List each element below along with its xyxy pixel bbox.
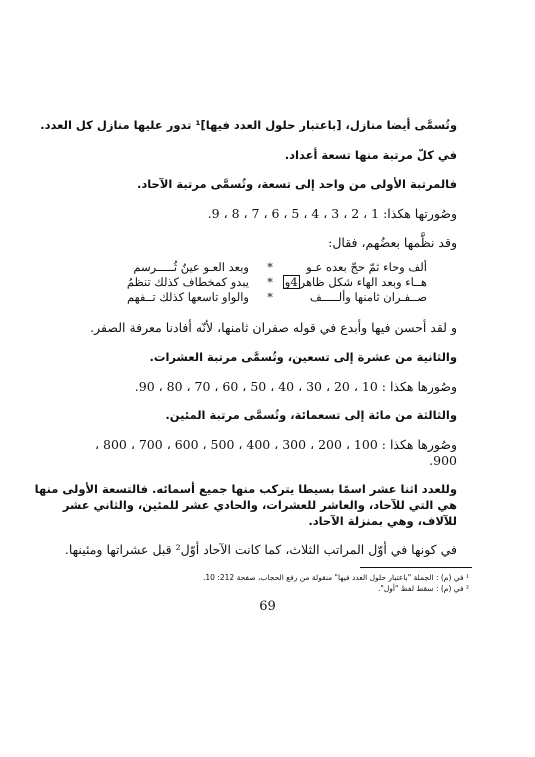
poem-hemistich-right	[284, 275, 427, 289]
footnote-separator	[360, 567, 472, 568]
poem-separator: *	[267, 290, 273, 304]
footnote-1: ¹ في (م) : الجملة "باعتبار حلول العدد فيها" منقولة من رفع الحجاب، صفحة 212: 10.	[203, 573, 469, 582]
paragraph-6: و لقد أحسن فيها وأبدع في قوله صفران ثامنها، لأنّه أفادنا معرفة الصفر.	[90, 320, 457, 335]
paragraph-5: وقد نظَّمها بعضُهم، فقال:	[328, 235, 457, 250]
paragraph-8: وصُورها هكذا : 10 ، 20 ، 30 ، 40 ، 50 ، 60 ، 70 ، 80 ، 90.	[134, 379, 457, 394]
paragraph-1: وتُسمَّى أيضا منازل، [باعتبار حلول العدد فيها]¹ تدور عليها منازل كل العدد.	[40, 118, 457, 132]
footnote-2: ² في (م) : سقط لفظ "أول".	[377, 584, 469, 593]
paragraph-7: والثانية من عشرة إلى تسعين، وتُسمَّى مرتبة العشرات.	[149, 350, 457, 364]
poem-verse-2	[112, 275, 427, 290]
paragraph-11-line-1: وللعدد اثنا عشر اسمًا بسيطا يتركب منها جميع أسمائه. فالتسعة الأولى منها	[34, 482, 457, 496]
paragraph-12: في كونها في أوّل المراتب الثلاث، كما كانت الآحاد أوّل² قبل عشراتها ومئينها.	[64, 542, 457, 557]
paragraph-4: وصُورتها هكذا: 1 ، 2 ، 3 ، 4 ، 5 ، 6 ، 7 ، 8 ، 9.	[207, 206, 457, 221]
paragraph-9: والثالثة من مائة إلى تسعمائة، وتُسمَّى مرتبة المئين.	[165, 408, 457, 422]
poem-verse-3	[112, 290, 427, 305]
poem-hemistich-left: وبعد العـو عينٌ ثُـــــرسم	[133, 260, 249, 274]
poem-separator: *	[267, 275, 273, 289]
poem-separator: *	[267, 260, 273, 274]
page-number: 69	[259, 599, 276, 614]
paragraph-10-line-2: 900.	[429, 453, 457, 468]
poem-hemistich-right-text: هــاء وبعد الهاء شكل ظاهر	[299, 275, 427, 289]
paragraph-2: في كلّ مرتبة منها تسعة أعداد.	[284, 148, 457, 162]
paragraph-10-line-1: وصُورها هكذا : 100 ، 200 ، 300 ، 400 ، 500 ، 600 ، 700 ، 800 ،	[95, 437, 457, 452]
boxed-glyph: 4و	[284, 275, 298, 289]
poem	[112, 260, 427, 305]
paragraph-3: فالمرتبة الأولى من واحد إلى تسعة، وتُسمَّى مرتبة الآحاد.	[136, 177, 457, 191]
poem-verse-1	[112, 260, 427, 275]
poem-hemistich-left: يبدو كمخطاف كذلك تنظمُ	[126, 275, 249, 289]
paragraph-11-line-2: هي التي للآحاد، والعاشر للعشرات، والحادي عشر للمئين، والثاني عشر	[62, 498, 457, 512]
poem-hemistich-right: صــفـران ثامنها وألـــــف	[309, 290, 427, 304]
poem-hemistich-right: ألف وحاء ثمّ حجّ بعده عـو	[306, 260, 427, 274]
poem-hemistich-left: والواو تاسعها كذلك تــفهم	[126, 290, 249, 304]
paragraph-11-line-3: للآلاف، وهي بمنزلة الآحاد.	[308, 514, 457, 528]
